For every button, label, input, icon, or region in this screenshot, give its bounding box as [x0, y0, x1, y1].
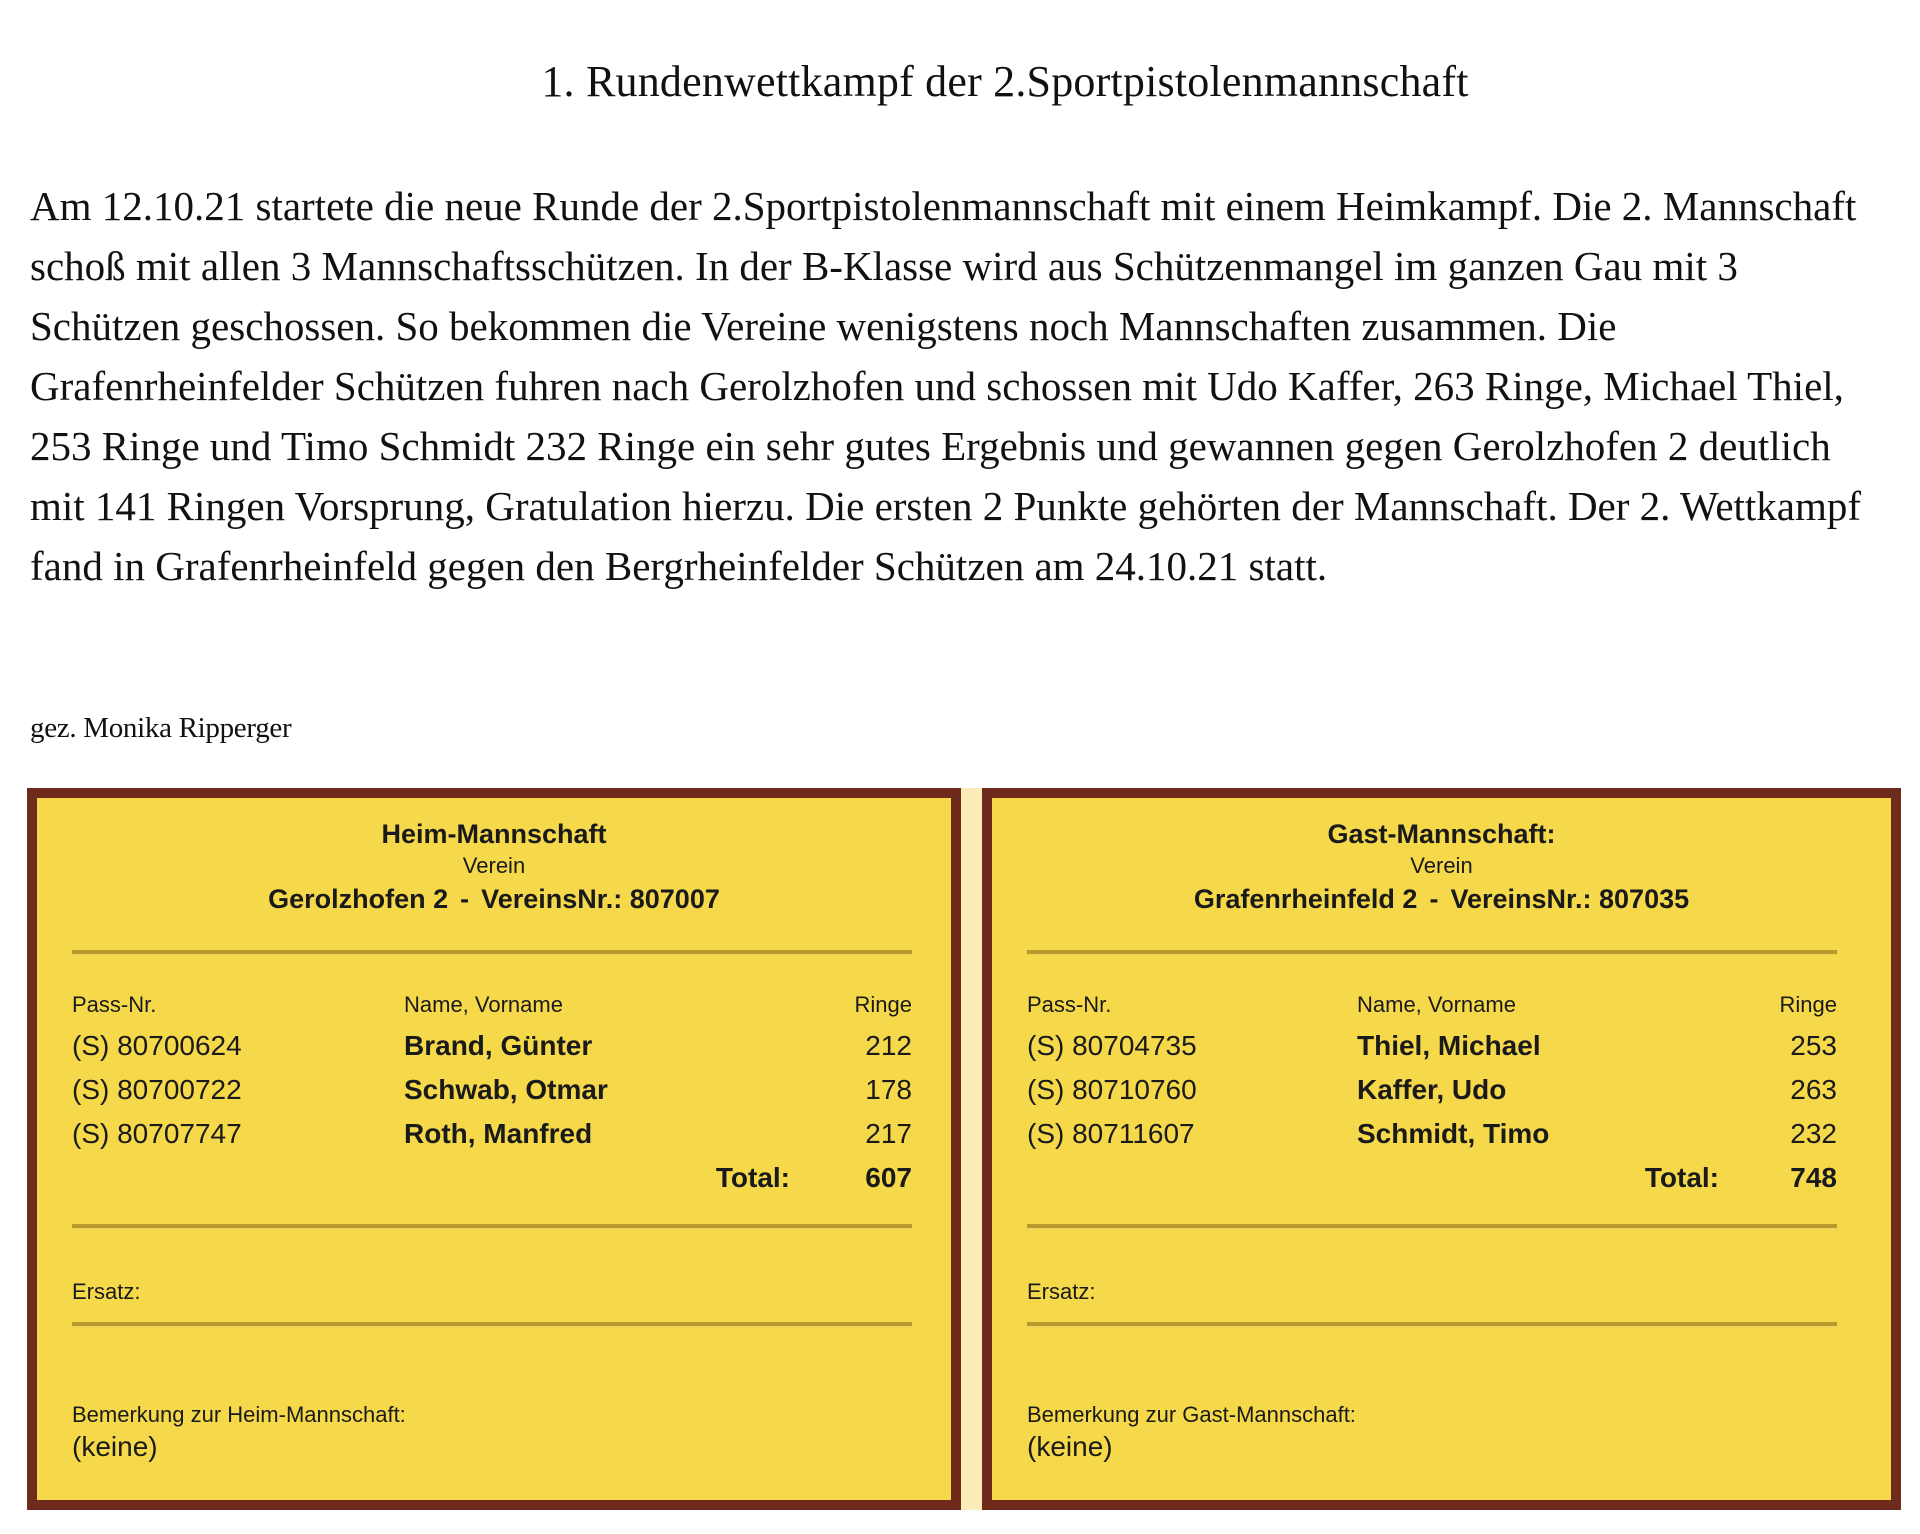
column-header-pass: Pass-Nr. [72, 992, 157, 1017]
pass-number: (S) 80700722 [72, 1074, 242, 1105]
guest-club-name: Grafenrheinfeld 2 [1193, 884, 1418, 914]
total-row [72, 1156, 912, 1200]
home-shooter-table [72, 986, 912, 1200]
guest-club-line [992, 881, 1891, 917]
table-row [1027, 1112, 1837, 1156]
total-label: Total: [715, 1162, 790, 1193]
table-row [72, 1068, 912, 1112]
home-club-name: Gerolzhofen 2 [268, 884, 449, 914]
divider [72, 1224, 912, 1229]
home-club-caption: Verein [462, 853, 526, 878]
remark-label: Bemerkung zur Heim-Mannschaft: [72, 1402, 406, 1427]
pass-number: (S) 80711607 [1027, 1118, 1195, 1149]
table-row [1027, 1068, 1837, 1112]
guest-club-caption: Verein [1410, 853, 1473, 878]
ring-score: 232 [1790, 1118, 1837, 1149]
substitutes-label: Ersatz: [1027, 1279, 1096, 1304]
guest-team-card [982, 788, 1901, 1510]
shooter-name: Brand, Günter [404, 1030, 593, 1061]
ring-score: 178 [865, 1074, 912, 1105]
column-header-rings: Ringe [854, 992, 912, 1017]
home-team-card [27, 788, 961, 1510]
article-paragraph: Am 12.10.21 startete die neue Runde der 2.Sportpistolenmannschaft mit einem Heimkampf. Die 2. Mannschaft schoß mit allen 3 Mannschaftsschützen. In der B-Klasse wird aus Schützenmangel im ganzen Gau mit 3 Schützen geschossen. So bekommen die Vereine wenigstens noch Mannschaften zusammen. Die Grafenrheinfelder Schützen fuhren nach Gerolzhofen und schossen mit Udo Kaffer, 263 Ringe, Michael Thiel, 253 Ringe und Timo Schmidt 232 Ringe ein sehr gutes Ergebnis und gewannen gegen Gerolzhofen 2 deutlich mit 141 Ringen Vorsprung, Gratulation hierzu. Die ersten 2 Punkte gehörten der Mannschaft. Der 2. Wettkampf fand in Grafenrheinfeld gegen den Bergrheinfelder Schützen am 24.10.21 statt. [30, 183, 1862, 589]
shooter-name: Kaffer, Udo [1357, 1074, 1507, 1105]
total-row [1027, 1156, 1837, 1200]
guest-club-separator: - [1429, 884, 1439, 914]
divider [72, 950, 912, 955]
table-header-row [1027, 986, 1837, 1024]
total-label: Total: [1644, 1162, 1719, 1193]
divider [72, 1322, 912, 1327]
total-value: 607 [865, 1162, 912, 1193]
home-team-header [37, 817, 951, 917]
column-header-pass: Pass-Nr. [1027, 992, 1112, 1017]
table-row [1027, 1024, 1837, 1068]
ring-score: 253 [1790, 1030, 1837, 1061]
total-value: 748 [1790, 1162, 1837, 1193]
home-club-line [37, 881, 951, 917]
signature: gez. Monika Ripperger [30, 712, 292, 744]
article-body [30, 176, 1890, 596]
ring-score: 212 [865, 1030, 912, 1061]
remark-value: (keine) [1027, 1431, 1113, 1462]
guest-team-title: Gast-Mannschaft: [1327, 819, 1556, 849]
remark-label: Bemerkung zur Gast-Mannschaft: [1027, 1402, 1356, 1427]
table-row [72, 1024, 912, 1068]
divider [1027, 1322, 1837, 1327]
remark-value: (keine) [72, 1431, 158, 1462]
home-club-number: VereinsNr.: 807007 [481, 884, 720, 914]
guest-club-number: VereinsNr.: 807035 [1450, 884, 1690, 914]
home-club-separator: - [460, 884, 470, 914]
divider [1027, 1224, 1837, 1229]
substitutes-label: Ersatz: [72, 1279, 141, 1304]
table-header-row [72, 986, 912, 1024]
home-team-title: Heim-Mannschaft [381, 819, 607, 849]
shooter-name: Schmidt, Timo [1357, 1118, 1550, 1149]
score-report [27, 788, 1901, 1510]
shooter-name: Roth, Manfred [404, 1118, 593, 1149]
column-header-name: Name, Vorname [404, 992, 563, 1017]
guest-shooter-table [1027, 986, 1837, 1200]
article-title: 1. Rundenwettkampf der 2.Sportpistolenmannschaft [541, 57, 1469, 106]
divider [1027, 950, 1837, 955]
column-header-rings: Ringe [1779, 992, 1837, 1017]
ring-score: 217 [865, 1118, 912, 1149]
ring-score: 263 [1790, 1074, 1837, 1105]
shooter-name: Schwab, Otmar [404, 1074, 608, 1105]
guest-team-header [992, 817, 1891, 917]
pass-number: (S) 80700624 [72, 1030, 242, 1061]
pass-number: (S) 80707747 [72, 1118, 242, 1149]
pass-number: (S) 80704735 [1027, 1030, 1197, 1061]
pass-number: (S) 80710760 [1027, 1074, 1197, 1105]
table-row [72, 1112, 912, 1156]
shooter-name: Thiel, Michael [1357, 1030, 1541, 1061]
column-header-name: Name, Vorname [1357, 992, 1516, 1017]
